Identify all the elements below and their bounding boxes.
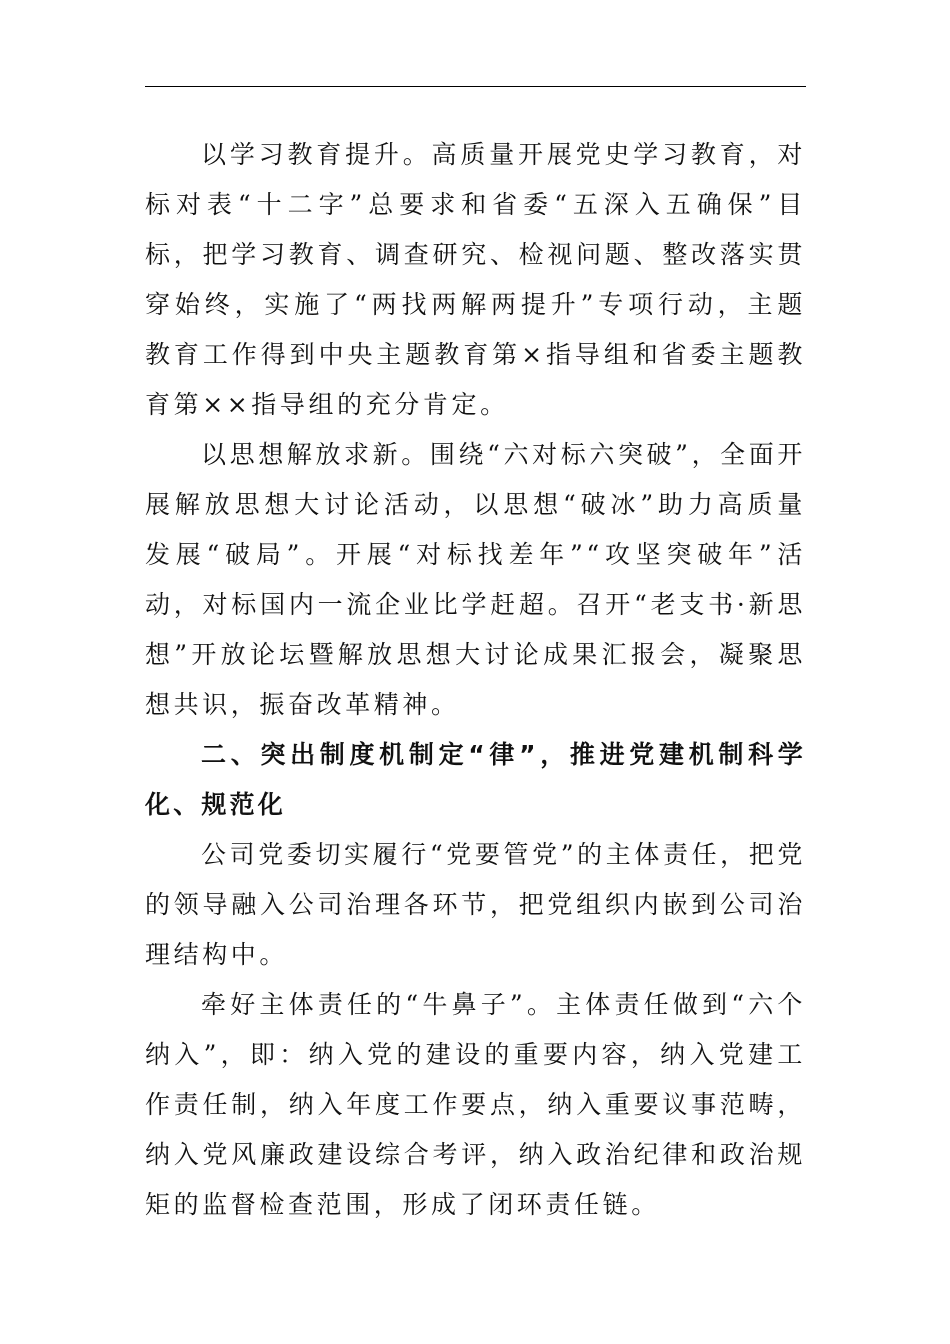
header-rule: [145, 86, 806, 87]
paragraph-thought-liberation: 以思想解放求新。围绕“六对标六突破”，全面开展解放思想大讨论活动，以思想“破冰”助力高质量发展“破局”。开展“对标找差年”“攻坚突破年”活动，对标国内一流企业比学赶超。召开“老支书·新思想”开放论坛暨解放思想大讨论成果汇报会，凝聚思想共识，振奋改革精神。: [145, 440, 806, 719]
paragraph-main-responsibility: 牵好主体责任的“牛鼻子”。主体责任做到“六个纳入”，即：纳入党的建设的重要内容，纳入党建工作责任制，纳入年度工作要点，纳入重要议事范畴，纳入党风廉政建设综合考评，纳入政治纪律和政治规矩的监督检查范围，形成了闭环责任链。: [145, 990, 806, 1219]
paragraph-party-committee: 公司党委切实履行“党要管党”的主体责任，把党的领导融入公司治理各环节，把党组织内嵌到公司治理结构中。: [145, 840, 806, 969]
section-heading: 二、突出制度机制定“律”，推进党建机制科学化、规范化: [145, 740, 806, 819]
paragraph-study-education: 以学习教育提升。高质量开展党史学习教育，对标对表“十二字”总要求和省委“五深入五确保”目标，把学习教育、调查研究、检视问题、整改落实贯穿始终，实施了“两找两解两提升”专项行动，主题教育工作得到中央主题教育第×指导组和省委主题教育第××指导组的充分肯定。: [145, 140, 806, 419]
document-body: [145, 130, 806, 1230]
